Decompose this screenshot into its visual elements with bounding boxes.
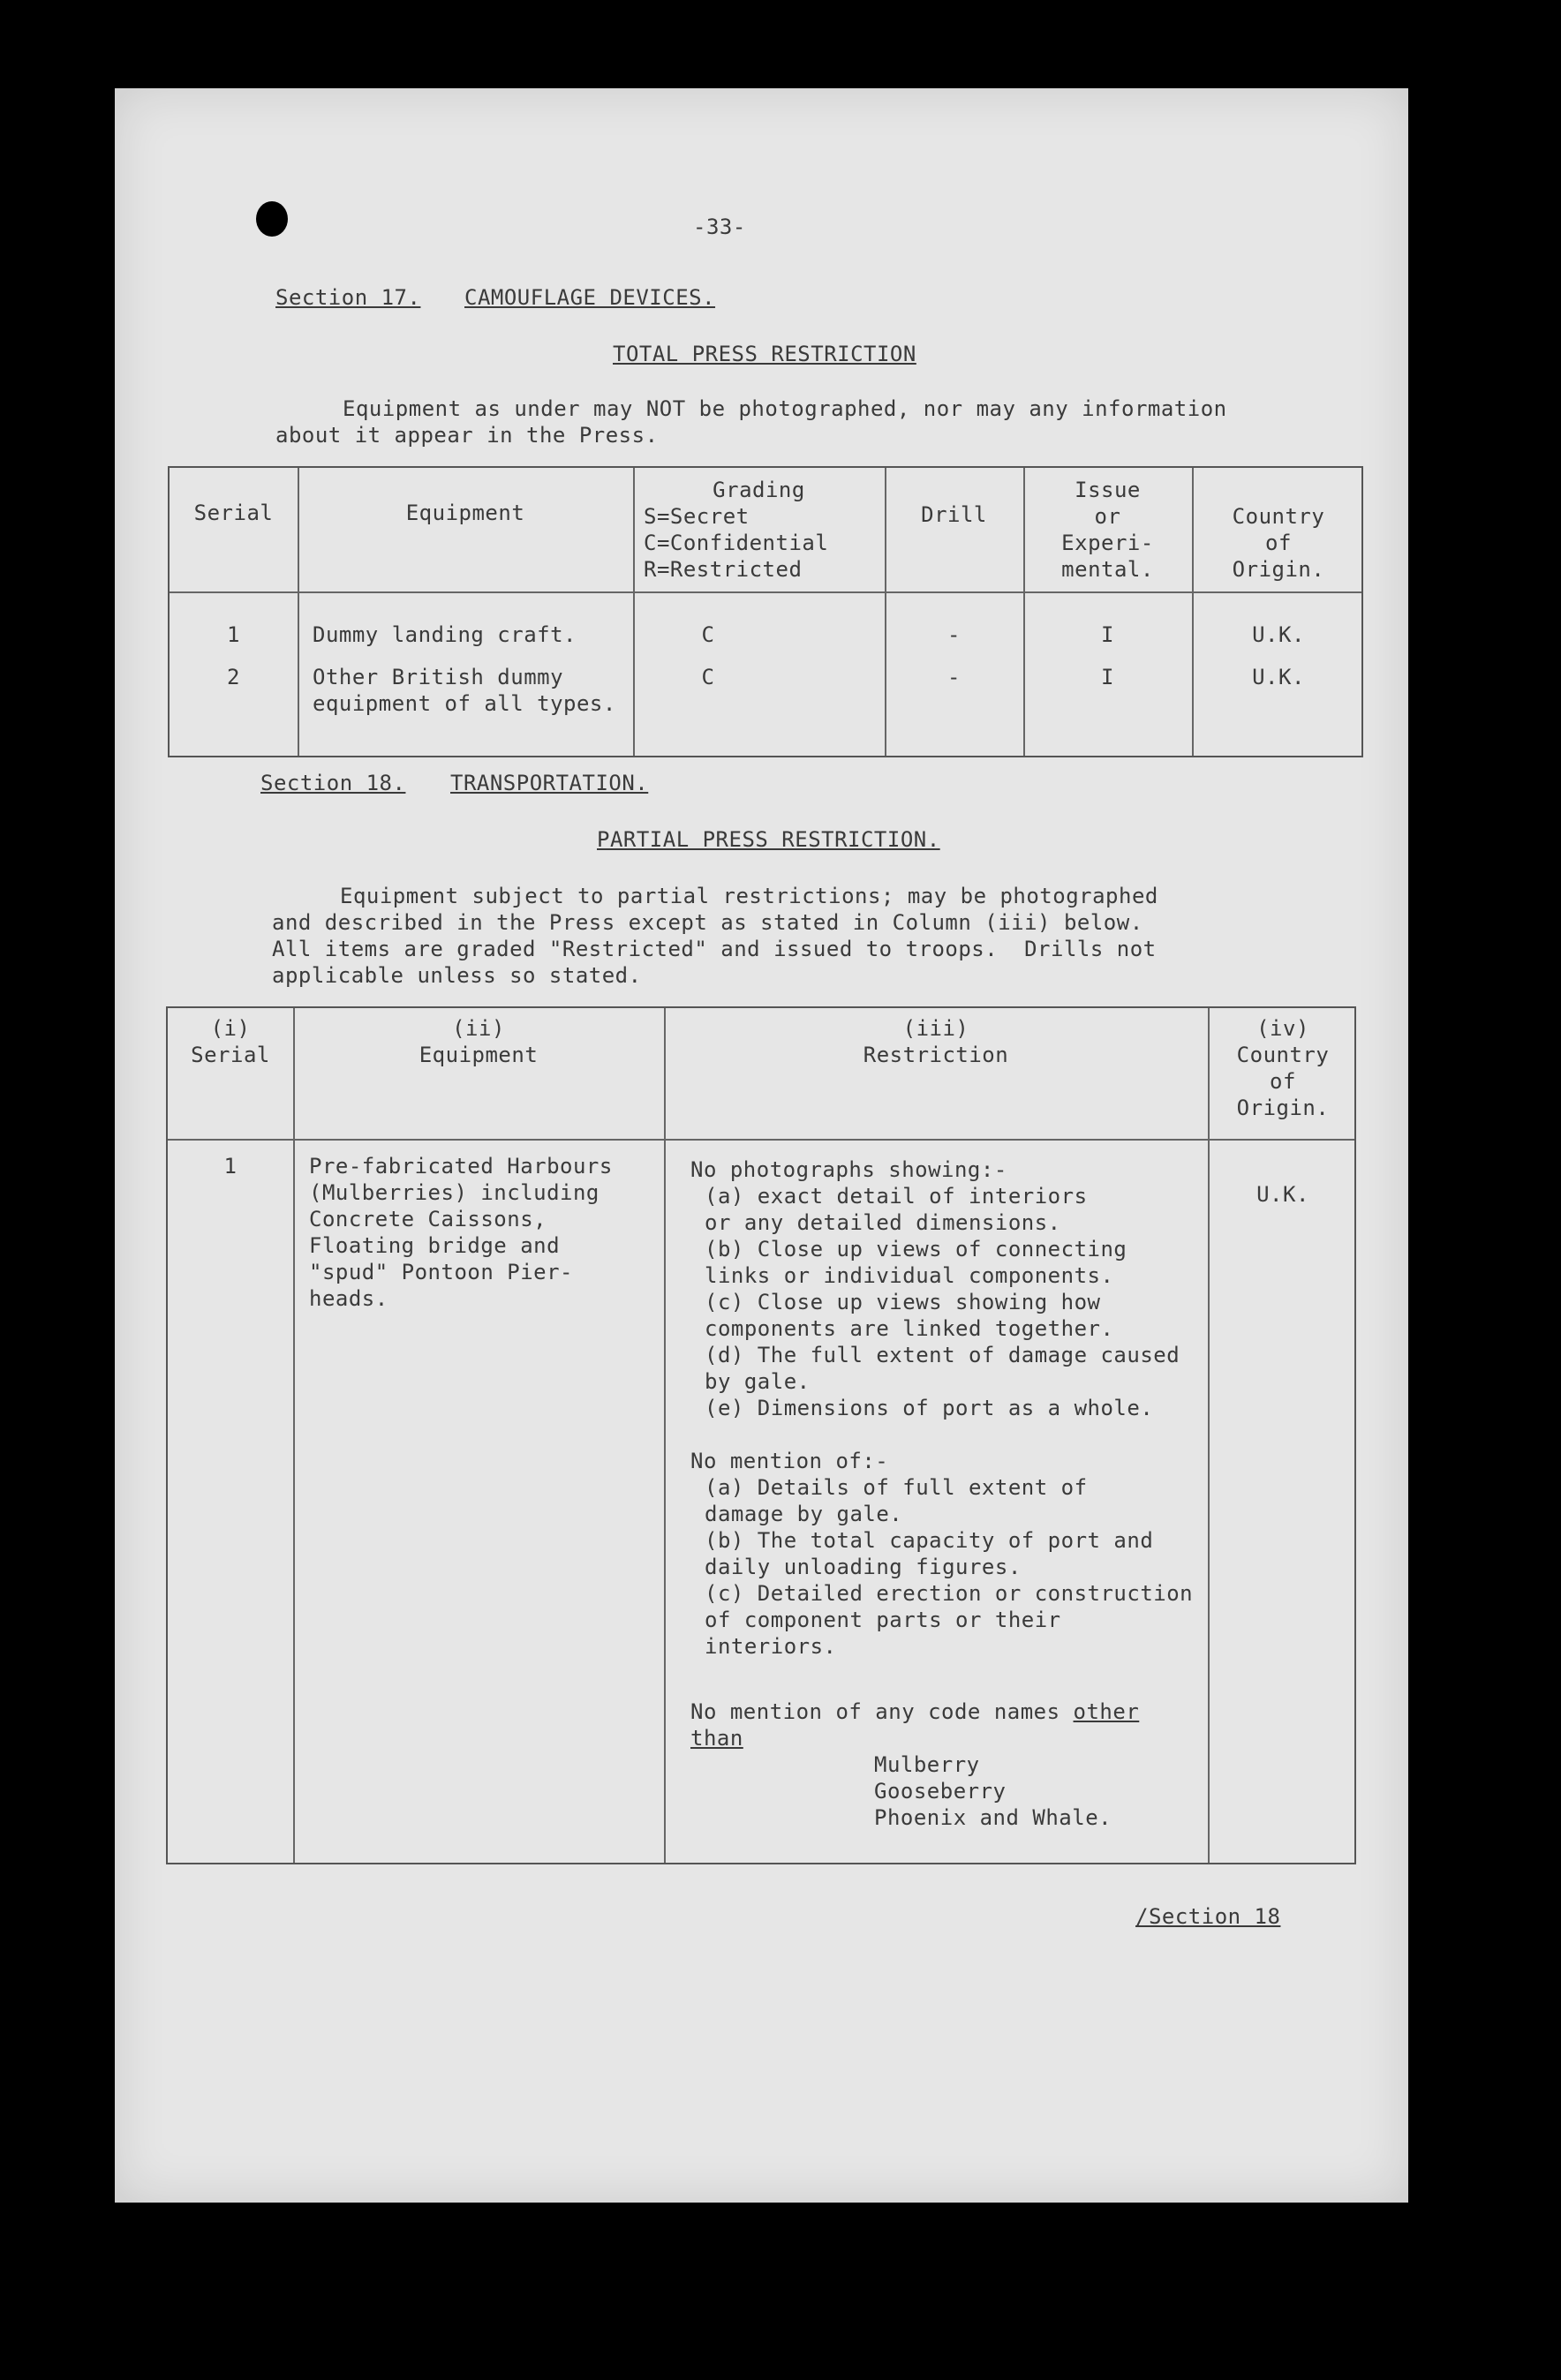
table-row-2-serial: 2: [227, 665, 240, 689]
mention-line: of component parts or their: [705, 1608, 1061, 1632]
table-row-serial: 1: [223, 1154, 238, 1179]
header-country: [1192, 503, 1365, 583]
issue-line-1: Issue: [1075, 478, 1141, 502]
section-18-label: Section 18.: [260, 771, 406, 795]
code-names-than: than: [690, 1726, 743, 1751]
issue-line-2: or: [1094, 504, 1121, 529]
equipment-line: Floating bridge and: [309, 1233, 561, 1258]
section-17-title: CAMOUFLAGE DEVICES.: [464, 285, 716, 310]
section-17-intro-line-2: about it appear in the Press.: [275, 423, 659, 448]
table-row-1-grading: C: [701, 622, 715, 647]
code-name: Phoenix and Whale.: [874, 1805, 1112, 1830]
header-col-3: [664, 1015, 1208, 1068]
table-row-equipment: [309, 1153, 613, 1312]
table-row-country: U.K.: [1256, 1182, 1309, 1207]
country-line-3: Origin.: [1232, 557, 1325, 582]
table-row-2-grading: C: [701, 665, 715, 689]
header-col-4: [1208, 1015, 1358, 1121]
country-line-2: of: [1265, 531, 1292, 555]
section-17-restriction-heading: TOTAL PRESS RESTRICTION: [613, 342, 916, 366]
header-col-1: [168, 1015, 293, 1068]
table-row-2-equipment-line-2: equipment of all types.: [313, 691, 616, 716]
table-row-1-drill: -: [947, 622, 961, 647]
header-col-4-name-3: Origin.: [1236, 1096, 1330, 1120]
continuation-note: /Section 18: [1135, 1904, 1281, 1929]
header-equipment: Equipment: [405, 501, 525, 525]
section-18-intro-line-2: and described in the Press except as stated in Column (iii) below.: [272, 910, 1143, 935]
table-row-2-equipment-line-1: Other British dummy: [313, 665, 564, 689]
restriction-line: (b) Close up views of connecting: [705, 1237, 1127, 1262]
section-17-intro-line-1: Equipment as under may NOT be photographed, nor may any information: [343, 396, 1227, 421]
equipment-line: Concrete Caissons,: [309, 1207, 547, 1231]
country-line-1: Country: [1232, 504, 1325, 529]
punch-hole: [256, 201, 288, 237]
table-row-2-country: U.K.: [1252, 665, 1305, 689]
header-serial: Serial: [193, 501, 274, 525]
table-row-2-issue: I: [1101, 665, 1114, 689]
header-col-3-name: Restriction: [863, 1043, 1009, 1067]
grading-restricted: R=Restricted: [644, 557, 803, 582]
restriction-line: (e) Dimensions of port as a whole.: [705, 1396, 1154, 1420]
header-col-1-num: (i): [210, 1016, 251, 1041]
issue-line-4: mental.: [1061, 557, 1154, 582]
section-18-title: TRANSPORTATION.: [450, 771, 649, 795]
header-col-1-name: Serial: [191, 1043, 270, 1067]
mention-line: (c) Detailed erection or construction: [705, 1581, 1194, 1606]
section-18-table: [166, 1006, 1356, 1864]
header-col-2: [293, 1015, 664, 1068]
page-number: -33-: [693, 215, 746, 239]
code-names-other: other: [1073, 1699, 1140, 1724]
grading-confidential: C=Confidential: [644, 531, 829, 555]
restriction-line: by gale.: [705, 1369, 811, 1394]
header-col-2-num: (ii): [452, 1016, 505, 1041]
table-row-2-drill: -: [947, 665, 961, 689]
equipment-line: heads.: [309, 1286, 388, 1311]
restriction-photos-heading: No photographs showing:-: [690, 1157, 1007, 1182]
grading-title: Grading: [713, 478, 805, 502]
header-col-4-name-1: Country: [1236, 1043, 1330, 1067]
table-row-1-issue: I: [1101, 622, 1114, 647]
mention-line: daily unloading figures.: [705, 1555, 1022, 1579]
restriction-line: or any detailed dimensions.: [705, 1210, 1061, 1235]
header-drill: Drill: [921, 502, 987, 527]
code-names-list: [874, 1751, 1112, 1831]
equipment-line: Pre-fabricated Harbours: [309, 1154, 613, 1179]
header-col-2-name: Equipment: [419, 1043, 539, 1067]
section-18-intro-line-4: applicable unless so stated.: [272, 963, 642, 988]
restriction-line: (a) exact detail of interiors: [705, 1184, 1088, 1209]
mention-line: damage by gale.: [705, 1502, 903, 1526]
header-col-4-name-2: of: [1270, 1069, 1296, 1094]
table-row-1-equipment: Dummy landing craft.: [313, 622, 577, 647]
restriction-line: (c) Close up views showing how: [705, 1290, 1101, 1314]
code-names-block: [690, 1698, 1139, 1751]
code-name: Gooseberry: [874, 1779, 1007, 1804]
restriction-mention-heading: No mention of:-: [690, 1449, 889, 1473]
mention-line: (b) The total capacity of port and: [705, 1528, 1154, 1553]
header-issue: [1023, 477, 1192, 583]
section-17-table: [168, 466, 1363, 757]
mention-line: interiors.: [705, 1634, 837, 1659]
restriction-line: (d) The full extent of damage caused: [705, 1343, 1180, 1367]
section-18-intro-line-3: All items are graded "Restricted" and issued to troops. Drills not: [272, 937, 1157, 961]
issue-line-3: Experi-: [1061, 531, 1154, 555]
header-col-3-num: (iii): [902, 1016, 969, 1041]
header-grading: [633, 477, 885, 583]
code-name: Mulberry: [874, 1752, 980, 1777]
table-row-1-country: U.K.: [1252, 622, 1305, 647]
mention-line: (a) Details of full extent of: [705, 1475, 1088, 1500]
restriction-mentions: [690, 1448, 1193, 1660]
restriction-photos: [690, 1156, 1180, 1421]
equipment-line: "spud" Pontoon Pier-: [309, 1260, 573, 1284]
section-18-restriction-heading: PARTIAL PRESS RESTRICTION.: [597, 827, 940, 852]
header-col-4-num: (iv): [1256, 1016, 1309, 1041]
restriction-line: links or individual components.: [705, 1263, 1114, 1288]
grading-secret: S=Secret: [644, 504, 750, 529]
code-names-text: No mention of any code names: [690, 1699, 1074, 1724]
restriction-line: components are linked together.: [705, 1316, 1114, 1341]
section-18-intro-line-1: Equipment subject to partial restrictions; may be photographed: [340, 884, 1158, 908]
table-row-1-serial: 1: [227, 622, 240, 647]
section-17-label: Section 17.: [275, 285, 421, 310]
equipment-line: (Mulberries) including: [309, 1180, 600, 1205]
